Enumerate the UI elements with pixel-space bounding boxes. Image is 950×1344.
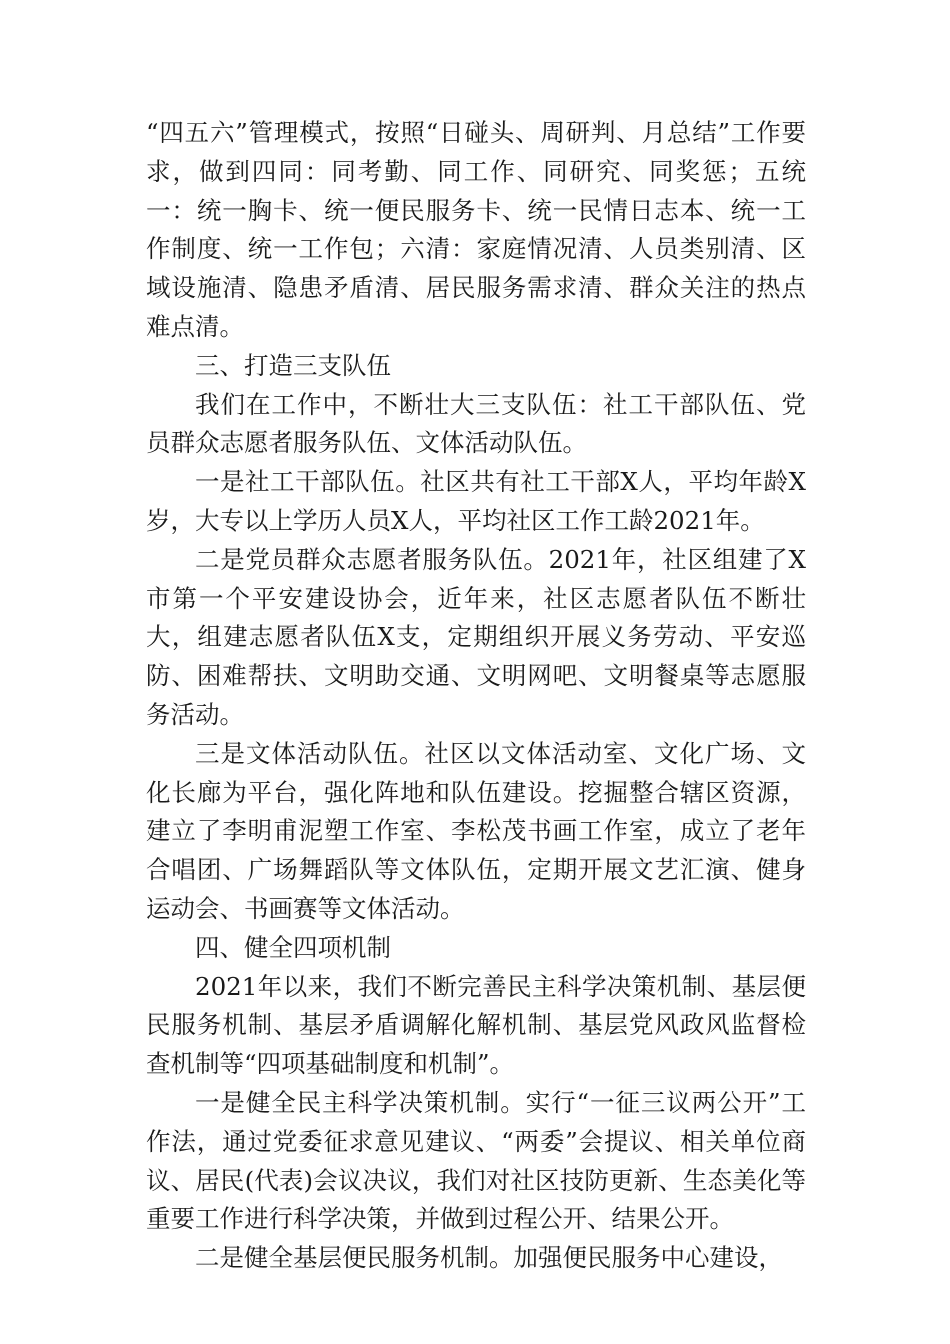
paragraph-volunteers: 二是党员群众志愿者服务队伍。2021年，社区组建了X市第一个平安建设协会，近年来，社区志愿者队伍不断壮大，组建志愿者队伍X支，定期组织开展义务劳动、平安巡防、困难帮扶、文明助交通、文明网吧、文明餐桌等志愿服务活动。 — [146, 544, 806, 729]
section-heading-three-teams: 三、打造三支队伍 — [195, 350, 391, 380]
paragraph-social-workers: 一是社工干部队伍。社区共有社工干部X人，平均年龄X岁，大专以上学历人员X人，平均社区工作工龄2021年。 — [146, 467, 806, 535]
section-heading-four-mechanisms: 四、健全四项机制 — [195, 932, 391, 962]
document-page — [146, 114, 806, 1278]
paragraph-mechanisms-intro: 2021年以来，我们不断完善民主科学决策机制、基层便民服务机制、基层矛盾调解化解机制、基层党风政风监督检查机制等“四项基础制度和机制”。 — [146, 971, 806, 1079]
paragraph-service-mechanism: 二是健全基层便民服务机制。加强便民服务中心建设， — [195, 1243, 783, 1273]
paragraph-cultural-teams: 三是文体活动队伍。社区以文体活动室、文化广场、文化长廊为平台，强化阵地和队伍建设。挖掘整合辖区资源，建立了李明甫泥塑工作室、李松茂书画工作室，成立了老年合唱团、广场舞蹈队等文体队伍，定期开展文艺汇演、健身运动会、书画赛等文体活动。 — [146, 738, 806, 923]
paragraph-management-model: “四五六”管理模式，按照“日碰头、周研判、月总结”工作要求，做到四同：同考勤、同工作、同研究、同奖惩；五统一：统一胸卡、统一便民服务卡、统一民情日志本、统一工作制度、统一工作包；六清：家庭情况清、人员类别清、区域设施清、隐患矛盾清、居民服务需求清、群众关注的热点难点清。 — [146, 118, 806, 341]
paragraph-teams-intro: 我们在工作中，不断壮大三支队伍：社工干部队伍、党员群众志愿者服务队伍、文体活动队伍。 — [146, 389, 806, 458]
paragraph-decision-mechanism: 一是健全民主科学决策机制。实行“一征三议两公开”工作法，通过党委征求意见建议、“两委”会提议、相关单位商议、居民(代表)会议决议，我们对社区技防更新、生态美化等重要工作进行科学决策，并做到过程公开、结果公开。 — [146, 1087, 806, 1234]
